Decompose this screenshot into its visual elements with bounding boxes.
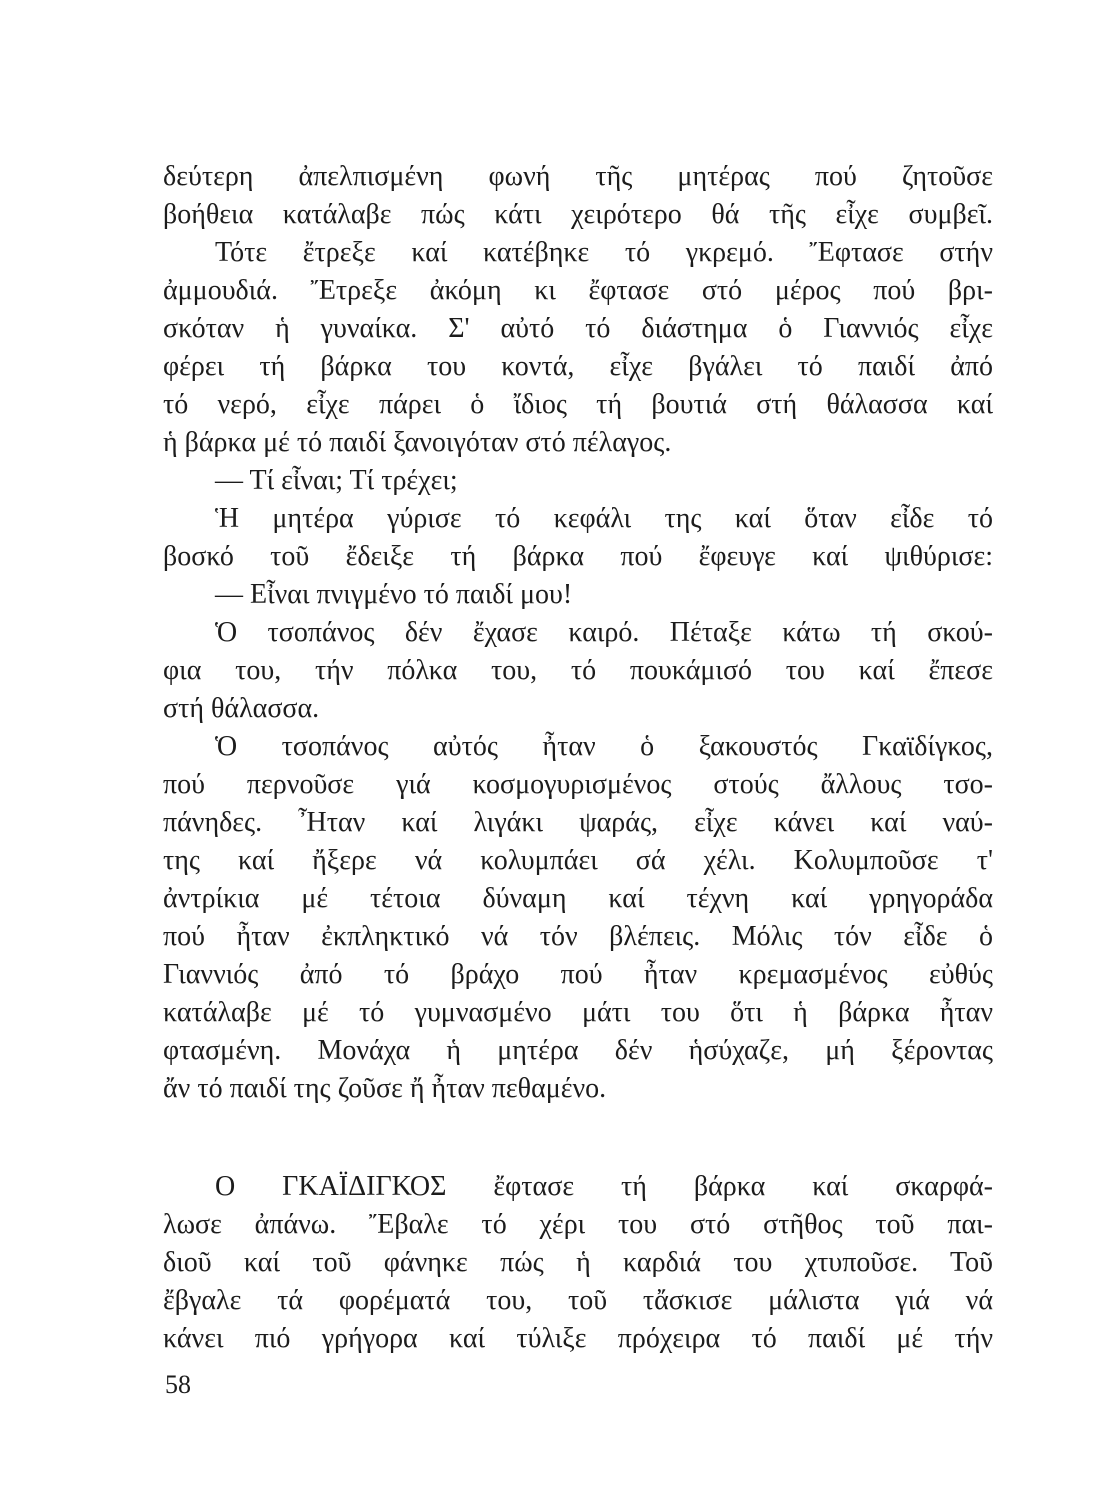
dialogue-line: — Εἶναι πνιγμένο τό παιδί μου! (215, 579, 573, 610)
text-line: στή θάλασσα. (163, 693, 320, 724)
text-line: κάνει πιό γρήγορα καί τύλιξε πρόχειρα τό παιδί μέ τήν (163, 1323, 993, 1354)
paragraph-first-line: Ὁ τσοπάνος δέν ἔχασε καιρό. Πέταξε κάτω τή σκού- (215, 617, 993, 648)
page-number: 58 (165, 1370, 191, 1399)
text-line: λωσε ἀπάνω. Ἔβαλε τό χέρι του στό στῆθος τοῦ παι- (163, 1209, 993, 1240)
paragraph-first-line: Τότε ἔτρεξε καί κατέβηκε τό γκρεμό. Ἔφτασε στήν (215, 237, 993, 268)
text-line: φια του, τήν πόλκα του, τό πουκάμισό του καί ἔπεσε (163, 655, 993, 686)
text-line: ἀμμουδιά. Ἔτρεξε ἀκόμη κι ἔφτασε στό μέρος πού βρι- (163, 275, 993, 306)
text-line: τό νερό, εἶχε πάρει ὁ ἴδιος τή βουτιά στή θάλασσα καί (163, 389, 993, 420)
text-line: βοήθεια κατάλαβε πώς κάτι χειρότερο θά τῆς εἶχε συμβεῖ. (163, 199, 993, 230)
text-line: διοῦ καί τοῦ φάνηκε πώς ἡ καρδιά του χτυποῦσε. Τοῦ (163, 1247, 993, 1278)
text-line: Γιαννιός ἀπό τό βράχο πού ἦταν κρεμασμένος εὐθύς (163, 959, 993, 990)
text-line: ἔβγαλε τά φορέματά του, τοῦ τἄσκισε μάλιστα γιά νά (163, 1285, 993, 1316)
text-line: φτασμένη. Μονάχα ἡ μητέρα δέν ἡσύχαζε, μή ξέροντας (163, 1035, 993, 1066)
text-line: ἡ βάρκα μέ τό παιδί ξανοιγόταν στό πέλαγος. (163, 427, 672, 458)
text-line: κατάλαβε μέ τό γυμνασμένο μάτι του ὅτι ἡ βάρκα ἦταν (163, 997, 993, 1028)
dialogue-line: — Τί εἶναι; Τί τρέχει; (215, 465, 458, 496)
text-line: πού περνοῦσε γιά κοσμογυρισμένος στούς ἄλλους τσο- (163, 769, 993, 800)
paragraph-first-line: Ὁ τσοπάνος αὐτός ἦταν ὁ ξακουστός Γκαϊδίγκος, (215, 731, 993, 762)
text-line: ἄν τό παιδί της ζοῦσε ἤ ἦταν πεθαμένο. (163, 1073, 607, 1104)
text-line: πάνηδες. Ἦταν καί λιγάκι ψαράς, εἶχε κάνει καί ναύ- (163, 807, 993, 838)
text-line: σκόταν ἡ γυναίκα. Σ' αὐτό τό διάστημα ὁ Γιαννιός εἶχε (163, 313, 993, 344)
text-line: ἀντρίκια μέ τέτοια δύναμη καί τέχνη καί γρηγοράδα (163, 883, 993, 914)
section-opening-line: Ο ΓΚΑΪΔΙΓΚΟΣ ἔφτασε τή βάρκα καί σκαρφά- (215, 1171, 993, 1202)
text-line: πού ἦταν ἐκπληκτικό νά τόν βλέπεις. Μόλις τόν εἶδε ὁ (163, 921, 993, 952)
text-line: της καί ἤξερε νά κολυμπάει σά χέλι. Κολυμποῦσε τ' (163, 845, 993, 876)
text-line: φέρει τή βάρκα του κοντά, εἶχε βγάλει τό παιδί ἀπό (163, 351, 993, 382)
text-line: βοσκό τοῦ ἔδειξε τή βάρκα πού ἔφευγε καί ψιθύρισε: (163, 541, 993, 572)
text-line: δεύτερη ἀπελπισμένη φωνή τῆς μητέρας πού ζητοῦσε (163, 161, 993, 192)
paragraph-first-line: Ἡ μητέρα γύρισε τό κεφάλι της καί ὅταν εἶδε τό (215, 503, 993, 534)
